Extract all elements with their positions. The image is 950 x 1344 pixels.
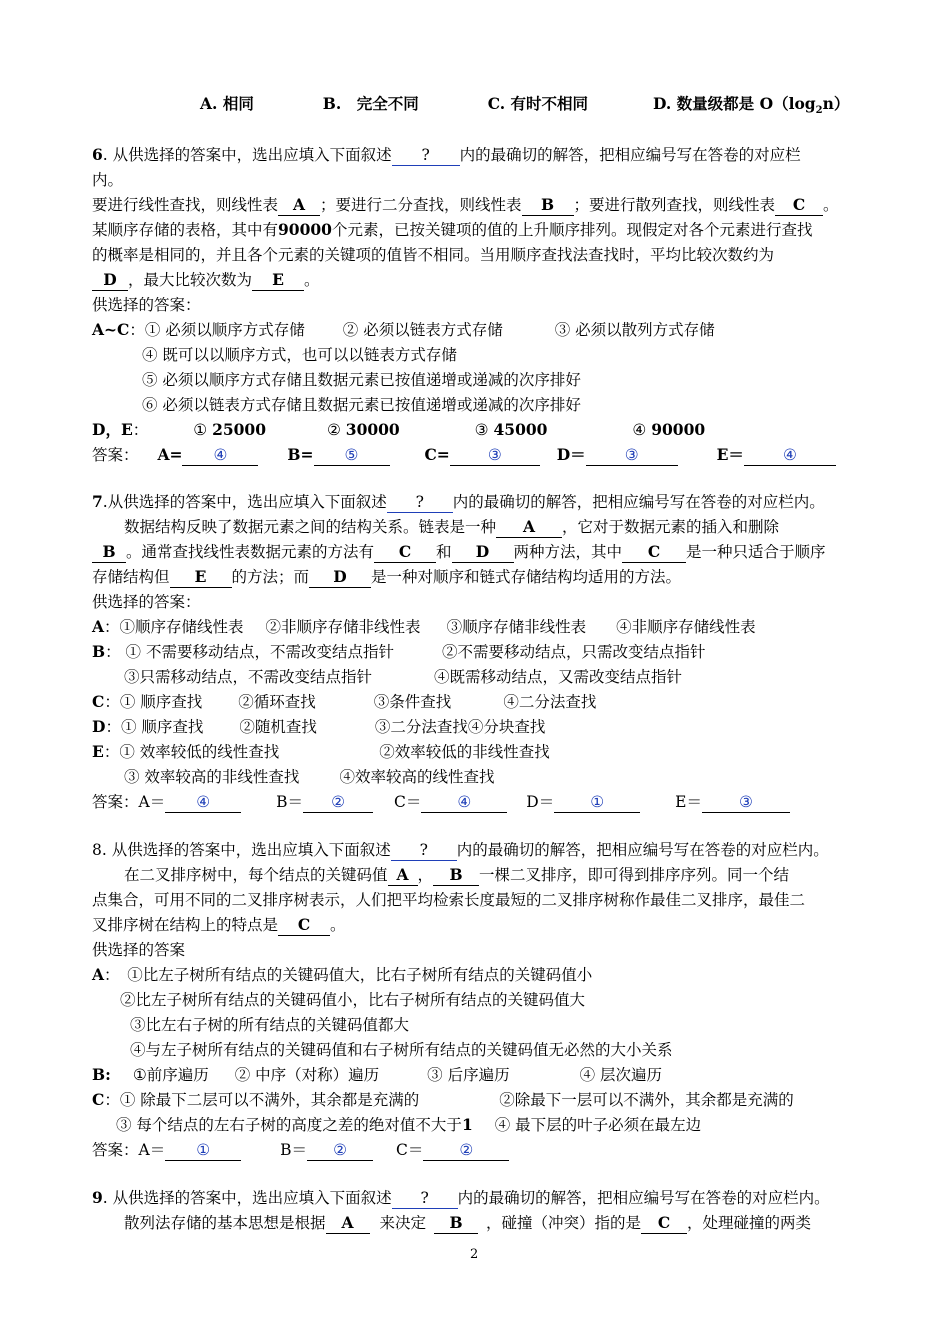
q6-choices-ac-6: ⑥ 必须以链表方式存储且数据元素已按值递增或递减的次序排好 xyxy=(142,396,581,414)
q7-choices-e-2: ③ 效率较高的非线性查找 ④效率较高的线性查找 xyxy=(124,768,495,786)
q8-choices-c-2: ③ 每个结点的左右子树的高度之差的绝对值不大于1 ④ 最下层的叶子必须在最左边 xyxy=(116,1115,702,1134)
q6-choices-ac-5: ⑤ 必须以顺序方式存储且数据元素已按值递增或递减的次序排好 xyxy=(142,371,581,389)
q5-option-c: C. 有时不相同 xyxy=(487,94,589,113)
q6-answers: 答案： A= ④ B= ⑤ C= ③ D＝ ③ E＝ ④ xyxy=(92,443,836,467)
q7-line-4: 存储结构但 E 的方法；而 D 是一种对顺序和链式存储结构均适用的方法。 xyxy=(92,567,682,586)
q8-choices-a-1: A： ①比左子树所有结点的关键码值大，比右子树所有结点的关键码值小 xyxy=(92,965,593,984)
q8-line-3: 点集合，可用不同的二叉排序树表示，人们把平均检索长度最短的二叉排序树称作最佳二叉排序，最佳二 xyxy=(92,891,806,909)
q6-choices-ac-1: A~C：① 必须以顺序方式存储 ② 必须以链表方式存储 ③ 必须以散列方式存储 xyxy=(92,320,715,339)
q6-line-4: 某顺序存储的表格，其中有90000个元素，已按关键项的值的上升顺序排列。现假定对各个元素进行查找 xyxy=(92,220,813,239)
q5-option-d: D. 数量级都是 $O(\log_2n)$ xyxy=(653,94,850,117)
q5-option-a: A. 相同 xyxy=(200,94,254,113)
q6-line-3: 要进行线性查找，则线性表 A ；要进行二分查找，则线性表 B ；要进行散列查找，则线性表 C 。 xyxy=(92,195,839,214)
q7-choices-e-1: E：① 效率较低的线性查找 ②效率较低的非线性查找 xyxy=(92,742,550,761)
q5-options xyxy=(200,92,849,123)
q8-choices-a-3: ③比左右子树的所有结点的关键码值都大 xyxy=(130,1016,410,1034)
q7-choices-title: 供选择的答案： xyxy=(92,593,201,611)
q8-line-2: 在二叉排序树中，每个结点的关键码值 A ， B 一棵二叉排序，即可得到排序序列。同一个结 xyxy=(124,865,790,884)
q8-answers: 答案：A＝ ① B＝ ② C＝ ② xyxy=(92,1138,509,1162)
q9-line-1: 9. 从供选择的答案中，选出应填入下面叙述 ? 内的最确切的解答，把相应编号写在答卷的对应栏内。 xyxy=(92,1188,830,1207)
q5-option-b: B. 完全不同 xyxy=(322,94,419,113)
q7-choices-d: D：① 顺序查找 ②随机查找 ③二分法查找④分块查找 xyxy=(92,717,546,736)
q8-choices-b: B: ①前序遍历 ② 中序（对称）遍历 ③ 后序遍历 ④ 层次遍历 xyxy=(92,1065,663,1084)
q8-line-4: 叉排序树在结构上的特点是 C 。 xyxy=(92,915,346,934)
q6-line-5: 的概率是相同的，并且各个元素的关键项的值皆不相同。当用顺序查找法查找时，平均比较次数约为 xyxy=(92,246,775,264)
q7-line-1: 7.从供选择的答案中，选出应填入下面叙述 ? 内的最确切的解答，把相应编号写在答卷的对应栏内。 xyxy=(92,492,825,511)
q8-choices-a-2: ②比左子树所有结点的关键码值小，比右子树所有结点的关键码值大 xyxy=(120,991,586,1009)
q7-choices-a: A：①顺序存储线性表 ②非顺序存储非线性表 ③顺序存储非线性表 ④非顺序存储线性表 xyxy=(92,617,756,636)
q7-answers: 答案：A＝ ④ B＝ ② C＝ ④ D＝ ① E＝ ③ xyxy=(92,790,790,814)
q7-line-3: B 。通常查找线性表数据元素的方法有 C 和 D 两种方法，其中 C 是一种只适合于顺序 xyxy=(92,540,826,564)
q6-choices-ac-4: ④ 既可以以顺序方式，也可以以链表方式存储 xyxy=(142,346,457,364)
page-number: 2 xyxy=(470,1247,479,1262)
q7-line-2: 数据结构反映了数据元素之间的结构关系。链表是一种 A ，它对于数据元素的插入和删除 xyxy=(124,517,780,536)
q6-line-2: 内。 xyxy=(92,171,124,189)
q8-choices-title: 供选择的答案 xyxy=(92,941,186,959)
q8-choices-a-4: ④与左子树所有结点的关键码值和右子树所有结点的关键码值无必然的大小关系 xyxy=(130,1041,673,1059)
q8-choices-c-1: C：① 除最下二层可以不满外，其余都是充满的 ②除最下一层可以不满外，其余都是充满的 xyxy=(92,1090,794,1109)
q9-line-2: 散列法存储的基本思想是根据 A 来决定 B ，碰撞（冲突）指的是 C ，处理碰撞的两类 xyxy=(124,1213,812,1232)
q6-line-1: 6. 从供选择的答案中，选出应填入下面叙述 ? 内的最确切的解答，把相应编号写在答卷的对应栏 xyxy=(92,145,801,164)
q6-line-6: D ，最大比较次数为 E 。 xyxy=(92,268,320,292)
q7-choices-c: C：① 顺序查找 ②循环查找 ③条件查找 ④二分法查找 xyxy=(92,692,597,711)
q7-choices-b-2: ③只需移动结点，不需改变结点指针 ④既需移动结点，又需改变结点指针 xyxy=(124,668,683,686)
q6-choices-de: D，E： ① 25000 ② 30000 ③ 45000 ④ 90000 xyxy=(92,420,706,439)
q8-line-1: 8. 从供选择的答案中，选出应填入下面叙述 ? 内的最确切的解答，把相应编号写在答卷的对应栏内。 xyxy=(92,841,829,859)
q7-choices-b-1: B： ① 不需要移动结点，不需改变结点指针 ②不需要移动结点，只需改变结点指针 xyxy=(92,642,706,661)
q6-choices-title: 供选择的答案： xyxy=(92,296,201,314)
